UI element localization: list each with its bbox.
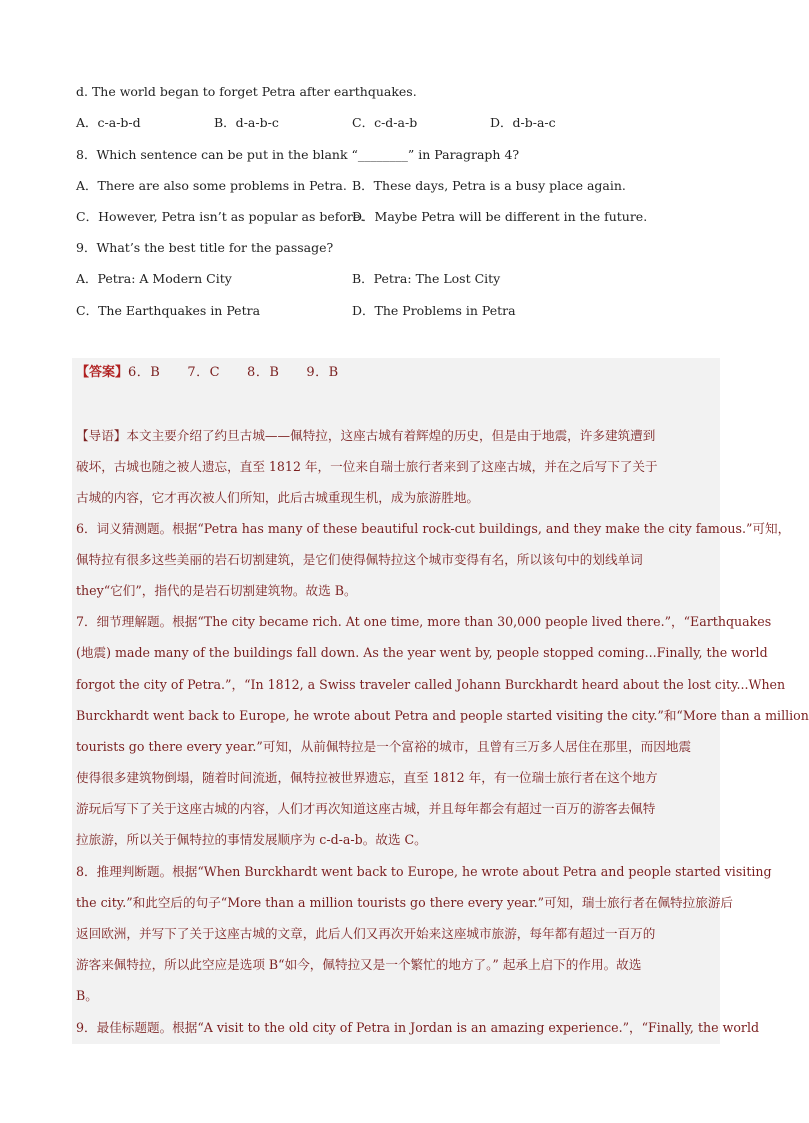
q8-stem: 8．Which sentence can be put in the blank “________” in Paragraph 4?: [76, 147, 520, 162]
statement-d: d. The world began to forget Petra after earthquakes.: [76, 84, 417, 99]
explanation-line: tourists go there every year.”可知，从前佩特拉是一个富裕的城市，且曾有三万多人居住在那里，而因地震: [76, 739, 692, 754]
explanation-line: they“它们”，指代的是岩石切割建筑物。故选 B。: [76, 583, 357, 598]
q8-option-c: C．However, Petra isn’t as popular as before.: [76, 209, 365, 224]
explanation-line: 7．细节理解题。根据“The city became rich. At one time, more than 30,000 people lived there.”，“Earthquakes: [76, 614, 772, 629]
q7-option-c: C．c-d-a-b: [352, 115, 418, 130]
q8-option-d: D．Maybe Petra will be different in the future.: [352, 209, 648, 224]
explanation-line: Burckhardt went back to Europe, he wrote about Petra and people started visiting the city.”和“More than a million: [76, 708, 809, 723]
explanation-line: (地震) made many of the buildings fall down. As the year went by, people stopped coming...Finally, the world: [76, 645, 768, 660]
explanation-line: 使得很多建筑物倒塌，随着时间流逝，佩特拉被世界遗忘，直至 1812 年，有一位瑞士旅行者在这个地方: [76, 770, 658, 785]
q8-option-a: A．There are also some problems in Petra.: [76, 178, 347, 193]
q7-option-a: A．c-a-b-d: [76, 115, 141, 130]
q7-option-d: D．d-b-a-c: [490, 115, 556, 130]
q9-option-b: B．Petra: The Lost City: [352, 271, 501, 286]
explanation-line: 8．推理判断题。根据“When Burckhardt went back to Europe, he wrote about Petra and people started visiting: [76, 864, 772, 879]
explanation-line: B。: [76, 988, 98, 1003]
q9-option-a: A．Petra: A Modern City: [76, 271, 232, 286]
explanation-line: 游玩后写下了关于这座古城的内容，人们才再次知道这座古城，并且每年都会有超过一百万的游客去佩特: [76, 801, 656, 816]
explanation-line: 佩特拉有很多这些美丽的岩石切割建筑，是它们使得佩特拉这个城市变得有名，所以该句中的划线单词: [76, 552, 643, 567]
explanation-line: 6．词义猜测题。根据“Petra has many of these beautiful rock-cut buildings, and they make the city famous.”可知，: [76, 521, 791, 536]
explanation-line: forgot the city of Petra.”，“In 1812, a Swiss traveler called Johann Burckhardt heard about the lost city...When: [76, 677, 786, 692]
answer-label: 【答案】: [76, 365, 129, 380]
explanation-line: 古城的内容，它才再次被人们所知，此后古城重现生机，成为旅游胜地。: [76, 490, 479, 505]
answer-values: 6．B 7．C 8．B 9．B: [128, 365, 339, 380]
explanation-line: 返回欧洲，并写下了关于这座古城的文章，此后人们又再次开始来这座城市旅游，每年都有超过一百万的: [76, 926, 656, 941]
q9-stem: 9．What’s the best title for the passage?: [76, 240, 334, 255]
q7-option-b: B．d-a-b-c: [214, 115, 279, 130]
explanation-line: 【导语】本文主要介绍了约旦古城——佩特拉，这座古城有着辉煌的历史，但是由于地震，许多建筑遭到: [76, 428, 656, 443]
q9-option-c: C．The Earthquakes in Petra: [76, 303, 261, 318]
explanation-line: 9．最佳标题题。根据“A visit to the old city of Petra in Jordan is an amazing experience.”，“Finally, the world: [76, 1020, 760, 1035]
explanation-line: the city.”和此空后的句子“More than a million tourists go there every year.”可知，瑞士旅行者在佩特拉旅游后: [76, 895, 734, 910]
explanation-line: 拉旅游，所以关于佩特拉的事情发展顺序为 c-d-a-b。故选 C。: [76, 832, 427, 847]
explanation-line: 游客来佩特拉，所以此空应是选项 B“如今，佩特拉又是一个繁忙的地方了。” 起承上启下的作用。故选: [76, 957, 642, 972]
answer-line: [76, 365, 339, 381]
explanation-line: 破坏，古城也随之被人遗忘，直至 1812 年，一位来自瑞士旅行者来到了这座古城，并在之后写下了关于: [76, 459, 658, 474]
q9-option-d: D．The Problems in Petra: [352, 303, 516, 318]
q8-option-b: B．These days, Petra is a busy place again.: [352, 178, 626, 193]
